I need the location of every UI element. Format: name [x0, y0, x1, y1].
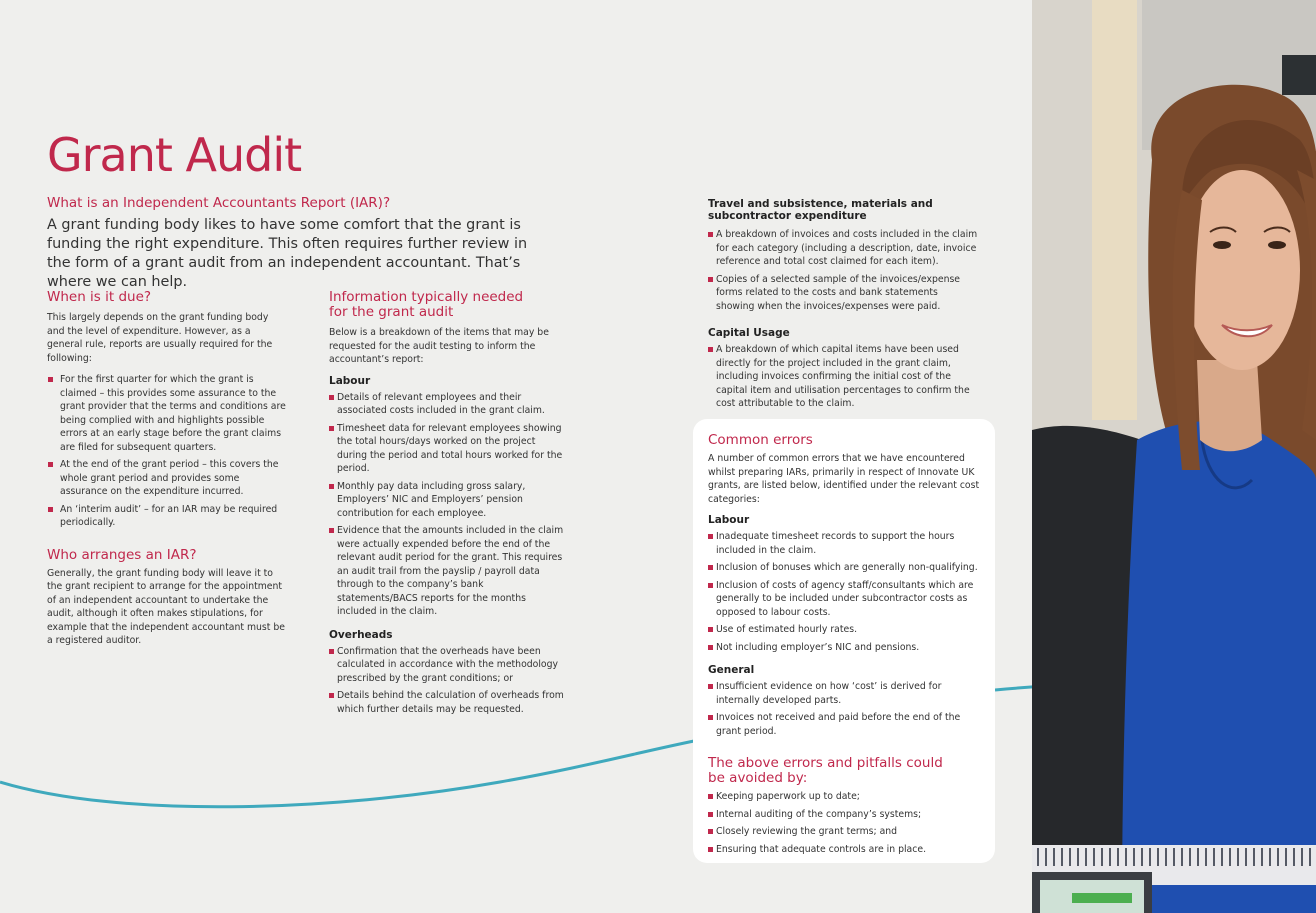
info-needed-heading-line2: for the grant audit [329, 304, 454, 320]
list-item: Evidence that the amounts included in the claim were actually expended before the end of the relevant audit period for the grant. This requires an audit trail from the payslip / payroll data through to the company’s bank statements/BACS reports for the months included in the claim. [329, 524, 564, 619]
list-item: Confirmation that the overheads have been calculated in accordance with the methodology prescribed by the grant conditions; or [329, 645, 564, 686]
common-errors-text: A number of common errors that we have encountered whilst preparing IARs, primarily in respect of Innovate UK grants, are listed below, identified under the relevant cost categories: [708, 453, 980, 505]
errors-labour-heading: Labour [708, 514, 750, 526]
list-item: Internal auditing of the company’s systems; [708, 808, 980, 822]
column-travel-capital [708, 198, 978, 415]
overheads-heading: Overheads [329, 628, 393, 641]
woman-photo [1032, 0, 1316, 913]
errors-general-list [708, 680, 980, 738]
list-item: At the end of the grant period – this covers the whole grant period and provides some assurance on the expenditure incurred. [47, 458, 287, 499]
list-item: Details of relevant employees and their associated costs included in the grant claim. [329, 391, 564, 418]
list-item: Use of estimated hourly rates. [708, 623, 980, 637]
column-when-who [47, 290, 287, 648]
errors-general-heading: General [708, 664, 755, 676]
common-errors-heading: Common errors [708, 432, 813, 448]
intro-text: A grant funding body likes to have some comfort that the grant is funding the right expenditure. This often requires further review in the form of a grant audit from an independent accountant. That’s where we can help. [47, 217, 528, 290]
list-item: Timesheet data for relevant employees showing the total hours/days worked on the project during the period and total hours worked for the period. [329, 422, 564, 476]
page-title: Grant Audit [47, 128, 302, 182]
list-item: Not including employer’s NIC and pensions. [708, 641, 980, 655]
avoid-heading-line2: be avoided by: [708, 770, 808, 786]
intro-question: What is an Independent Accountants Report (IAR)? [47, 195, 391, 211]
labour-heading: Labour [329, 374, 371, 387]
capital-heading: Capital Usage [708, 327, 790, 339]
capital-list [708, 343, 978, 411]
travel-list [708, 228, 978, 313]
labour-list [329, 391, 564, 619]
list-item: For the first quarter for which the grant is claimed – this provides some assurance to the grant provider that the terms and conditions are being complied with and highlights possible errors at an early stage before the grant claims are filed for subsequent quarters. [47, 373, 287, 454]
list-item: A breakdown of invoices and costs included in the claim for each category (including a description, date, invoice reference and total cost claimed for each item). [708, 228, 978, 269]
list-item: Closely reviewing the grant terms; and [708, 825, 980, 839]
avoid-heading-line1: The above errors and pitfalls could [708, 755, 943, 771]
list-item: A breakdown of which capital items have been used directly for the project included in the grant claim, including invoices confirming the initial cost of the capital item and utilisation percentages to confirm the cost attributable to the claim. [708, 343, 978, 411]
info-needed-text: Below is a breakdown of the items that may be requested for the audit testing to inform the accountant’s report: [329, 327, 549, 365]
avoid-list [708, 790, 980, 856]
list-item: Insufficient evidence on how ‘cost’ is derived for internally developed parts. [708, 680, 980, 707]
errors-labour-list [708, 530, 980, 654]
who-arranges-text: Generally, the grant funding body will leave it to the grant recipient to arrange for the appointment of an independent accountant to undertake the audit, although it often makes stipulations, for example that the independent accountant must be a registered auditor. [47, 567, 285, 646]
info-needed-heading-line1: Information typically needed [329, 289, 524, 305]
list-item: An ‘interim audit’ – for an IAR may be required periodically. [47, 503, 287, 530]
overheads-list [329, 645, 564, 717]
travel-heading: Travel and subsistence, materials and subcontractor expenditure [708, 198, 933, 222]
list-item: Inadequate timesheet records to support the hours included in the claim. [708, 530, 980, 557]
list-item: Invoices not received and paid before the end of the grant period. [708, 711, 980, 738]
list-item: Copies of a selected sample of the invoices/expense forms related to the costs and bank statements showing when the invoices/expenses were paid. [708, 273, 978, 314]
when-due-text: This largely depends on the grant funding body and the level of expenditure. However, as a general rule, reports are usually required for the following: [47, 312, 273, 364]
column-info-needed [329, 290, 564, 720]
list-item: Monthly pay data including gross salary, Employers’ NIC and Employers’ pension contribution for each employee. [329, 480, 564, 521]
list-item: Details behind the calculation of overheads from which further details may be requested. [329, 689, 564, 716]
common-errors-card [693, 419, 995, 863]
list-item: Inclusion of costs of agency staff/consultants which are generally to be included under subcontractor costs as opposed to labour costs. [708, 579, 980, 620]
photo-illustration [1032, 0, 1316, 913]
when-due-heading: When is it due? [47, 289, 152, 305]
list-item: Ensuring that adequate controls are in place. [708, 843, 980, 857]
who-arranges-heading: Who arranges an IAR? [47, 546, 197, 563]
list-item: Inclusion of bonuses which are generally non-qualifying. [708, 561, 980, 575]
when-due-list [47, 373, 287, 530]
list-item: Keeping paperwork up to date; [708, 790, 980, 804]
